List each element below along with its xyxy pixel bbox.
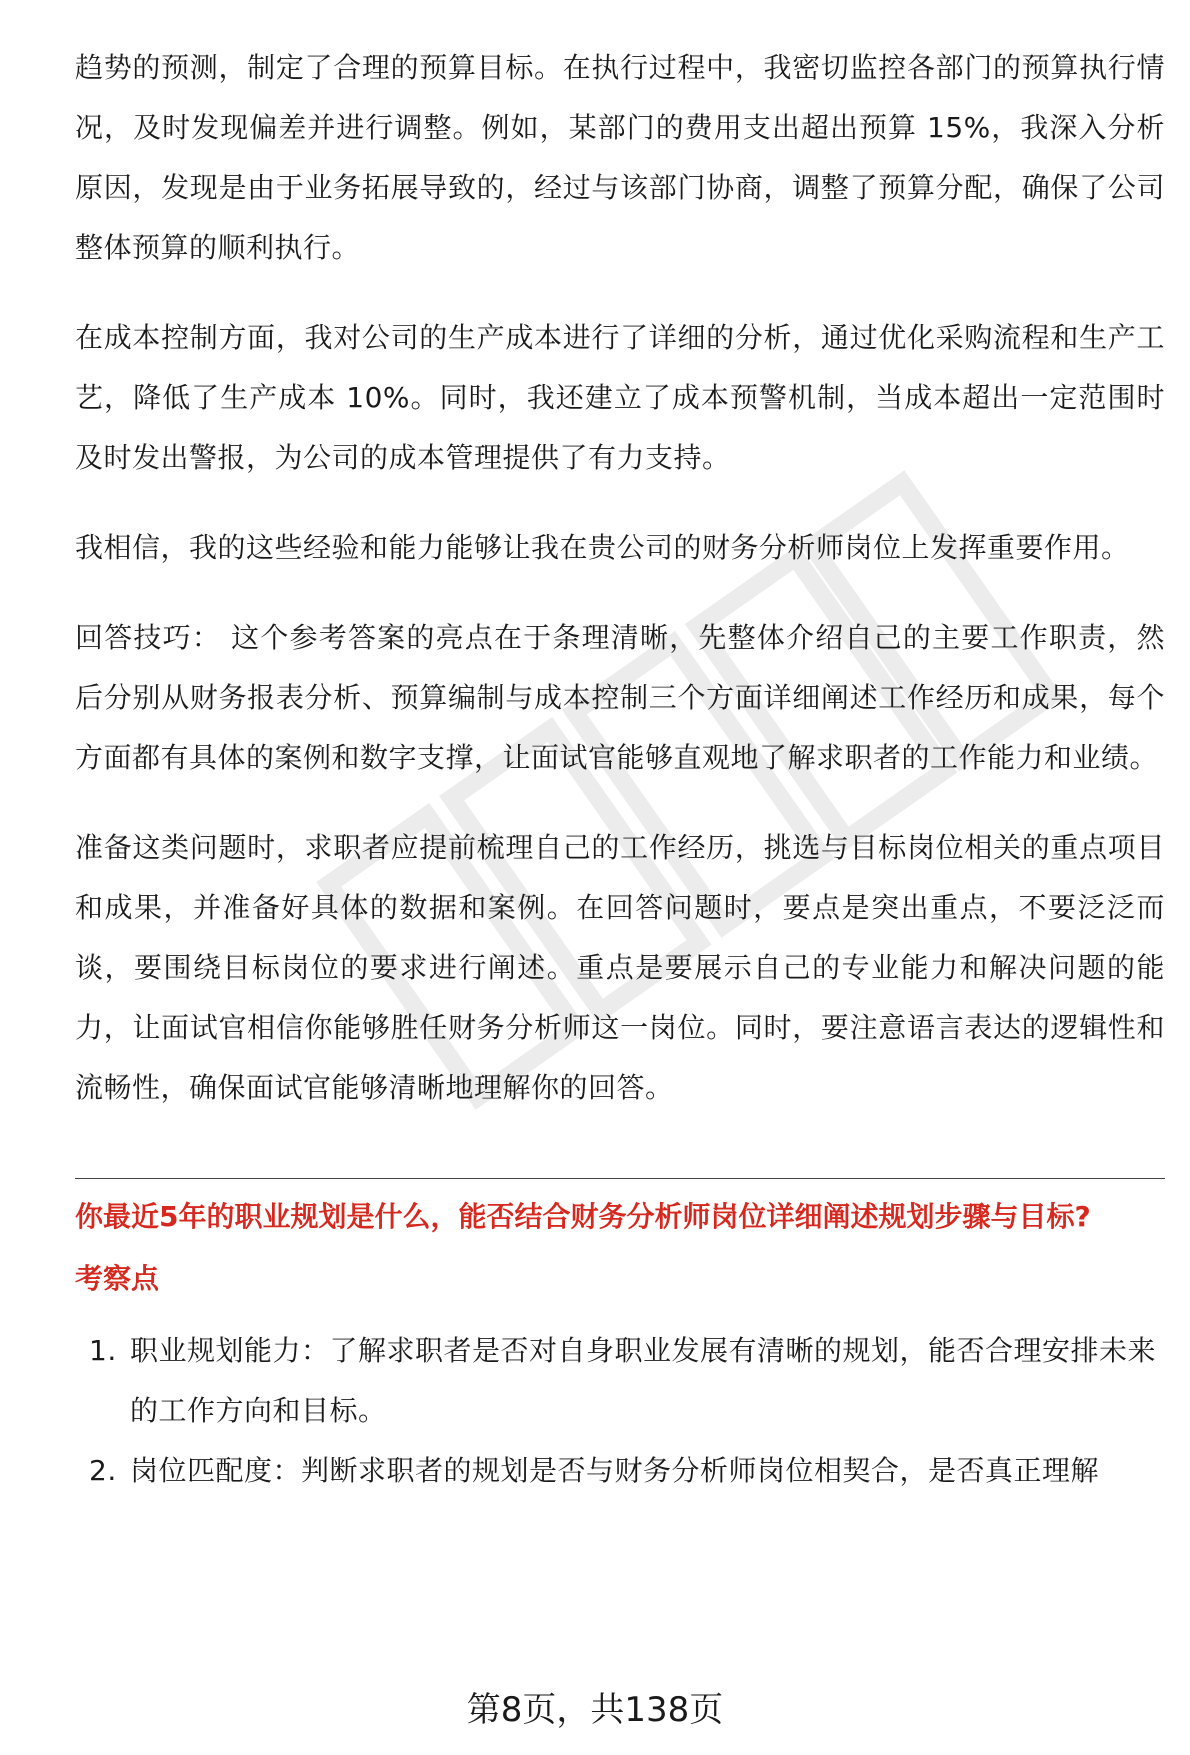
paragraph-preparation: 准备这类问题时，求职者应提前梳理自己的工作经历，挑选与目标岗位相关的重点项目和成果，并准备好具体的数据和案例。在回答问题时，要点是突出重点，不要泛泛而谈，要围绕目标岗位的要求进行阐述。重点是要展示自己的专业能力和解决问题的能力，让面试官相信你能够胜任财务分析师这一岗位。同时，要注意语言表达的逻辑性和流畅性，确保面试官能够清晰地理解你的回答。 <box>75 831 1165 1104</box>
paragraph-budget: 趋势的预测，制定了合理的预算目标。在执行过程中，我密切监控各部门的预算执行情况，及时发现偏差并进行调整。例如，某部门的费用支出超出预算 15%，我深入分析原因，发现是由于业务拓展导致的，经过与该部门协商，调整了预算分配，确保了公司整体预算的顺利执行。 <box>75 51 1165 264</box>
list-item-text: 职业规划能力：了解求职者是否对自身职业发展有清晰的规划，能否合理安排未来的工作方向和目标。 <box>130 1334 1157 1427</box>
list-item-number: 2. <box>89 1454 117 1487</box>
section-divider <box>75 1178 1165 1179</box>
assessment-points-list <box>75 1321 1165 1501</box>
paragraph-cost-control: 在成本控制方面，我对公司的生产成本进行了详细的分析，通过优化采购流程和生产工艺，降低了生产成本 10%。同时，我还建立了成本预警机制，当成本超出一定范围时及时发出警报，为公司的成本管理提供了有力支持。 <box>75 321 1165 474</box>
assessment-points-heading: 考察点 <box>75 1262 160 1295</box>
paragraph-conclusion: 我相信，我的这些经验和能力能够让我在贵公司的财务分析师岗位上发挥重要作用。 <box>75 531 1130 564</box>
question-heading: 你最近5年的职业规划是什么，能否结合财务分析师岗位详细阐述规划步骤与目标? <box>75 1200 1091 1233</box>
list-item <box>75 1321 1165 1441</box>
list-item <box>75 1441 1165 1501</box>
list-item-number: 1. <box>89 1334 117 1367</box>
page-footer: 第8页，共138页 <box>466 1690 724 1730</box>
list-item-text: 岗位匹配度：判断求职者的规划是否与财务分析师岗位相契合，是否真正理解 <box>130 1454 1100 1487</box>
page-content <box>75 38 1165 1501</box>
paragraph-answer-tips: 回答技巧： 这个参考答案的亮点在于条理清晰，先整体介绍自己的主要工作职责，然后分别从财务报表分析、预算编制与成本控制三个方面详细阐述工作经历和成果，每个方面都有具体的案例和数字支撑，让面试官能够直观地了解求职者的工作能力和业绩。 <box>75 621 1165 774</box>
